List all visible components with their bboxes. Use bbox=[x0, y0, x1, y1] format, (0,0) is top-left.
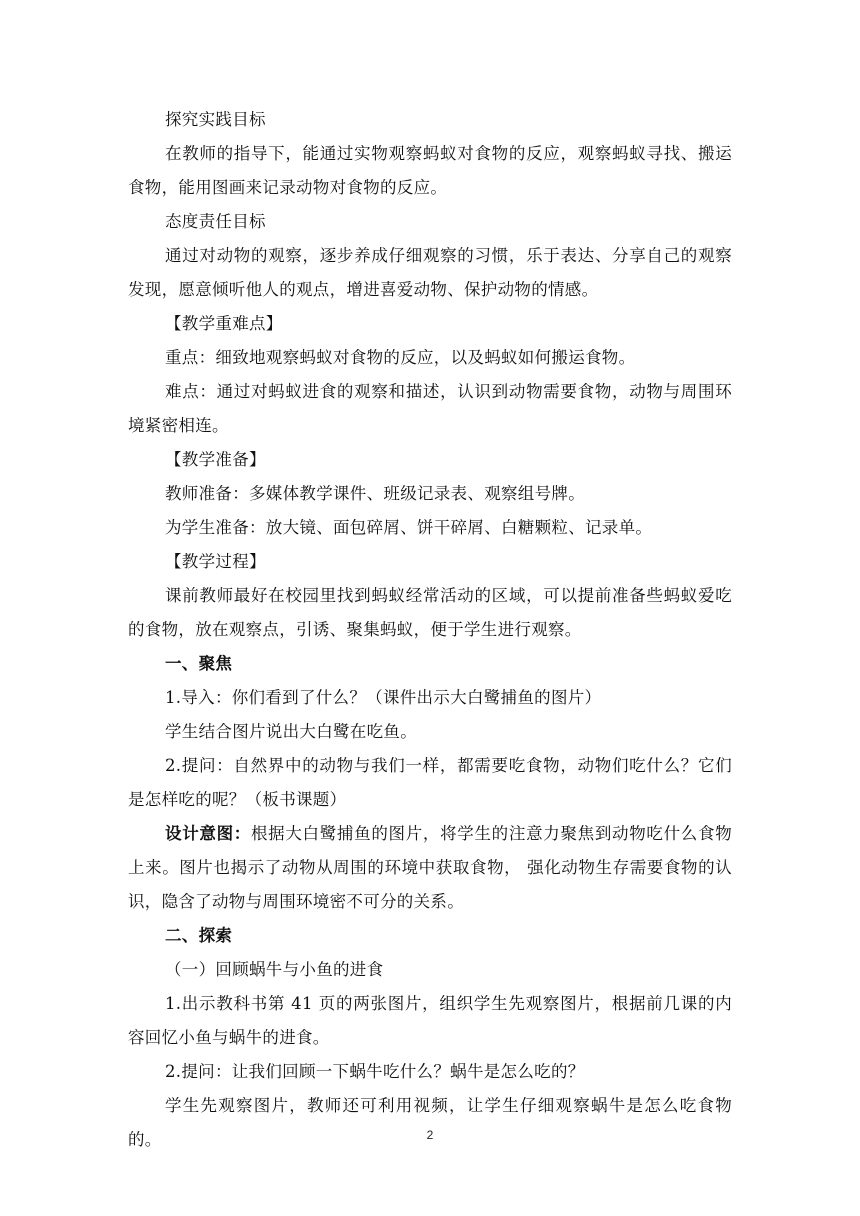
paragraph-student-preparation: 为学生准备：放大镜、面包碎屑、饼干碎屑、白糖颗粒、记录单。 bbox=[165, 518, 653, 537]
paragraph-attitude-responsibility: 通过对动物的观察，逐步养成仔细观察的习惯，乐于表达、分享自己的观察发现，愿意倾听他人的观点，增进喜爱动物、保护动物的情感。 bbox=[128, 246, 732, 299]
heading-inquiry-practice-goal: 探究实践目标 bbox=[165, 110, 266, 129]
paragraph-key-point: 重点：细致地观察蚂蚁对食物的反应，以及蚂蚁如何搬运食物。 bbox=[165, 348, 636, 367]
paragraph-student-answer: 学生结合图片说出大白鹭在吃鱼。 bbox=[165, 722, 417, 741]
subheading-review-snail-fish: （一）回顾蜗牛与小鱼的进食 bbox=[165, 960, 384, 979]
section-heading-teaching-process: 【教学过程】 bbox=[165, 552, 266, 571]
paragraph-review-question: 2.提问：让我们回顾一下蜗牛吃什么？蜗牛是怎么吃的？ bbox=[165, 1062, 585, 1081]
paragraph-teacher-preparation: 教师准备：多媒体教学课件、班级记录表、观察组号牌。 bbox=[165, 484, 585, 503]
page-number: 2 bbox=[426, 1128, 434, 1142]
paragraph-question: 2.提问：自然界中的动物与我们一样，都需要吃食物，动物们吃什么？它们是怎样吃的呢？（板书课题） bbox=[128, 756, 732, 809]
design-intent-label: 设计意图： bbox=[165, 824, 251, 843]
paragraph-inquiry-practice: 在教师的指导下，能通过实物观察蚂蚁对食物的反应，观察蚂蚁寻找、搬运食物，能用图画来记录动物对食物的反应。 bbox=[128, 144, 732, 197]
paragraph-show-textbook-pictures: 1.出示教科书第 41 页的两张图片，组织学生先观察图片，根据前几课的内容回忆小鱼与蜗牛的进食。 bbox=[128, 994, 732, 1047]
paragraph-before-class: 课前教师最好在校园里找到蚂蚁经常活动的区域，可以提前准备些蚂蚁爱吃的食物，放在观察点，引诱、聚集蚂蚁，便于学生进行观察。 bbox=[128, 586, 732, 639]
document-body bbox=[128, 103, 732, 1157]
paragraph-design-intent bbox=[128, 817, 732, 919]
paragraph-introduction: 1.导入：你们看到了什么？（课件出示大白鹭捕鱼的图片） bbox=[165, 688, 602, 707]
design-intent-text: 根据大白鹭捕鱼的图片，将学生的注意力聚焦到动物吃什么食物上来。图片也揭示了动物从周围的环境中获取食物， 强化动物生存需要食物的认识，隐含了动物与周围环境密不可分的关系。 bbox=[128, 824, 732, 911]
section-heading-teaching-preparation: 【教学准备】 bbox=[165, 450, 266, 469]
heading-attitude-responsibility-goal: 态度责任目标 bbox=[165, 212, 266, 231]
paragraph-observe-snail: 学生先观察图片，教师还可利用视频，让学生仔细观察蜗牛是怎么吃食物的。 bbox=[128, 1096, 732, 1149]
subsection-heading-focus: 一、聚焦 bbox=[165, 654, 233, 673]
paragraph-difficult-point: 难点：通过对蚂蚁进食的观察和描述，认识到动物需要食物，动物与周围环境紧密相连。 bbox=[128, 382, 732, 435]
subsection-heading-explore: 二、探索 bbox=[165, 926, 233, 945]
section-heading-key-difficult-points: 【教学重难点】 bbox=[165, 314, 283, 333]
